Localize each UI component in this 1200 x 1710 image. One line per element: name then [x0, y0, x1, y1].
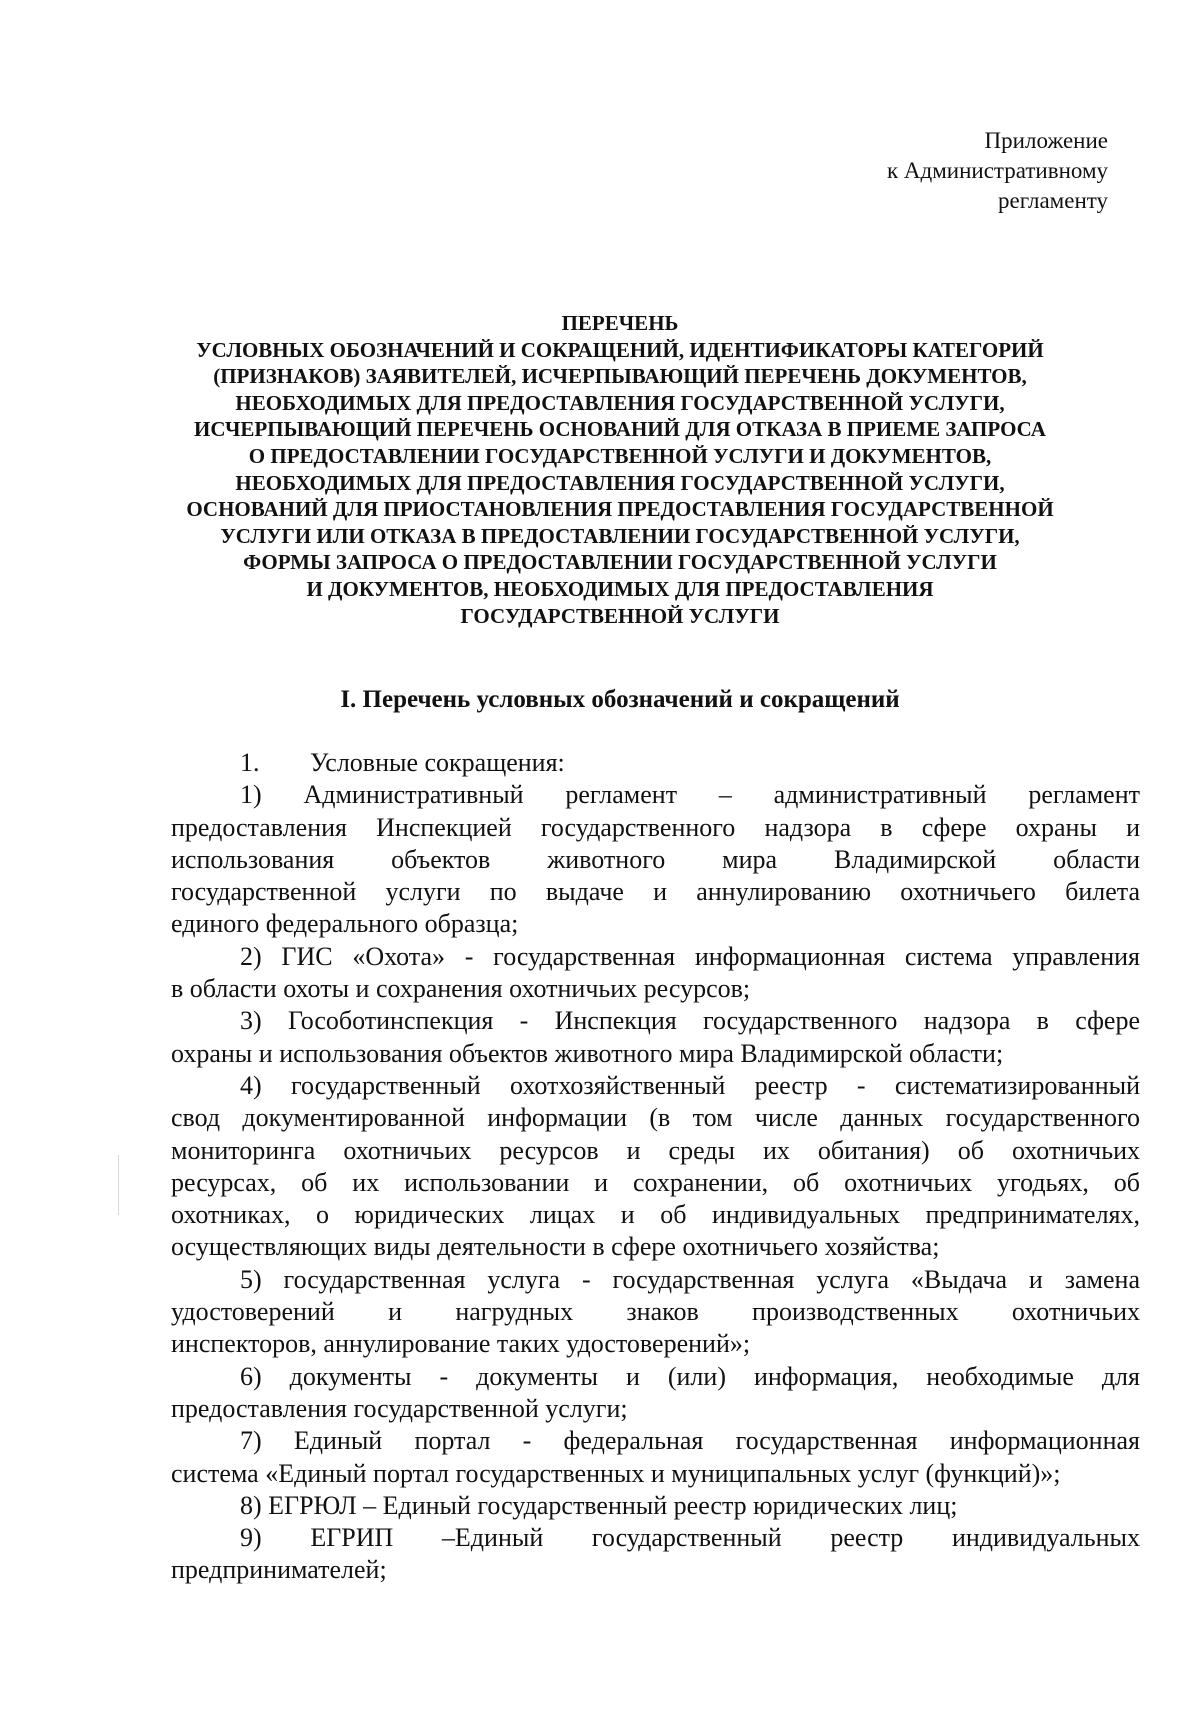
body-line: государственной услуги по выдаче и аннулированию охотничьего билета	[171, 877, 1140, 907]
appendix-line-1: Приложение	[984, 128, 1108, 153]
body-line: предоставления Инспекцией государственного надзора в сфере охраны и	[171, 812, 1140, 842]
item-1-line	[171, 747, 1140, 779]
appendix-note	[887, 126, 1108, 216]
title-line: ГОСУДАРСТВЕННОЙ УСЛУГИ	[460, 603, 780, 628]
body-line: 9) ЕГРИП –Единый государственный реестр индивидуальных	[240, 1523, 1140, 1553]
title-line: И ДОКУМЕНТОВ, НЕОБХОДИМЫХ ДЛЯ ПРЕДОСТАВЛЕНИЯ	[306, 576, 934, 601]
document-title	[150, 310, 1090, 629]
body-line: удостоверений и нагрудных знаков производственных охотничьих	[171, 1297, 1140, 1327]
title-line: УСЛУГИ ИЛИ ОТКАЗА В ПРЕДОСТАВЛЕНИИ ГОСУДАРСТВЕННОЙ УСЛУГИ,	[220, 523, 1020, 548]
document-body	[171, 747, 1140, 1587]
body-line: 8) ЕГРЮЛ – Единый государственный реестр юридических лиц;	[240, 1490, 958, 1520]
body-line: использования объектов животного мира Владимирской области	[171, 844, 1140, 874]
body-line: 2) ГИС «Охота» - государственная информационная система управления	[240, 941, 1140, 971]
title-line: НЕОБХОДИМЫХ ДЛЯ ПРЕДОСТАВЛЕНИЯ ГОСУДАРСТВЕННОЙ УСЛУГИ,	[235, 470, 1005, 495]
body-line: охраны и использования объектов животного мира Владимирской области;	[171, 1038, 1004, 1068]
body-line: 5) государственная услуга - государственная услуга «Выдача и замена	[240, 1264, 1140, 1294]
body-line: инспекторов, аннулирование таких удостоверений»;	[171, 1329, 751, 1359]
body-line: ресурсах, об их использовании и сохранении, об охотничьих угодьях, об	[171, 1167, 1140, 1197]
body-line: предпринимателей;	[171, 1555, 387, 1585]
item-1-text: Условные сокращения:	[310, 748, 565, 777]
title-line: ПЕРЕЧЕНЬ	[561, 311, 679, 335]
title-line: УСЛОВНЫХ ОБОЗНАЧЕНИЙ И СОКРАЩЕНИЙ, ИДЕНТИФИКАТОРЫ КАТЕГОРИЙ	[196, 337, 1044, 362]
appendix-line-3: регламенту	[998, 188, 1108, 213]
title-line: ИСЧЕРПЫВАЮЩИЙ ПЕРЕЧЕНЬ ОСНОВАНИЙ ДЛЯ ОТКАЗА В ПРИЕМЕ ЗАПРОСА	[194, 417, 1046, 442]
title-line: ФОРМЫ ЗАПРОСА О ПРЕДОСТАВЛЕНИИ ГОСУДАРСТВЕННОЙ УСЛУГИ	[243, 550, 997, 575]
body-line: свод документированной информации (в том числе данных государственного	[171, 1103, 1140, 1133]
body-line: охотниках, о юридических лицах и об индивидуальных предпринимателях,	[171, 1200, 1140, 1230]
body-line: 3) Гособотинспекция - Инспекция государственного надзора в сфере	[240, 1006, 1140, 1036]
section-heading: I. Перечень условных обозначений и сокращений	[340, 686, 900, 713]
body-line: система «Единый портал государственных и муниципальных услуг (функций)»;	[171, 1458, 1061, 1488]
body-line: единого федерального образца;	[171, 909, 519, 939]
body-line: 1) Административный регламент – административный регламент	[240, 780, 1140, 810]
title-line: НЕОБХОДИМЫХ ДЛЯ ПРЕДОСТАВЛЕНИЯ ГОСУДАРСТВЕННОЙ УСЛУГИ,	[235, 390, 1005, 415]
body-line: 4) государственный охотхозяйственный реестр - систематизированный	[240, 1070, 1140, 1100]
body-line: в области охоты и сохранения охотничьих ресурсов;	[171, 974, 751, 1004]
item-1-number: 1.	[240, 748, 260, 777]
body-line: мониторинга охотничьих ресурсов и среды их обитания) об охотничьих	[171, 1135, 1140, 1165]
body-line: 6) документы - документы и (или) информация, необходимые для	[240, 1361, 1140, 1391]
title-line: (ПРИЗНАКОВ) ЗАЯВИТЕЛЕЙ, ИСЧЕРПЫВАЮЩИЙ ПЕРЕЧЕНЬ ДОКУМЕНТОВ,	[213, 364, 1027, 389]
appendix-line-2: к Административному	[886, 158, 1108, 183]
title-line: О ПРЕДОСТАВЛЕНИИ ГОСУДАРСТВЕННОЙ УСЛУГИ И ДОКУМЕНТОВ,	[248, 443, 992, 468]
title-line: ОСНОВАНИЙ ДЛЯ ПРИОСТАНОВЛЕНИЯ ПРЕДОСТАВЛЕНИЯ ГОСУДАРСТВЕННОЙ	[186, 497, 1054, 522]
body-line: предоставления государственной услуги;	[171, 1393, 628, 1423]
body-line: 7) Единый портал - федеральная государственная информационная	[240, 1426, 1140, 1456]
body-line: осуществляющих виды деятельности в сфере охотничьего хозяйства;	[171, 1232, 940, 1262]
scan-margin-mark	[118, 1155, 119, 1215]
